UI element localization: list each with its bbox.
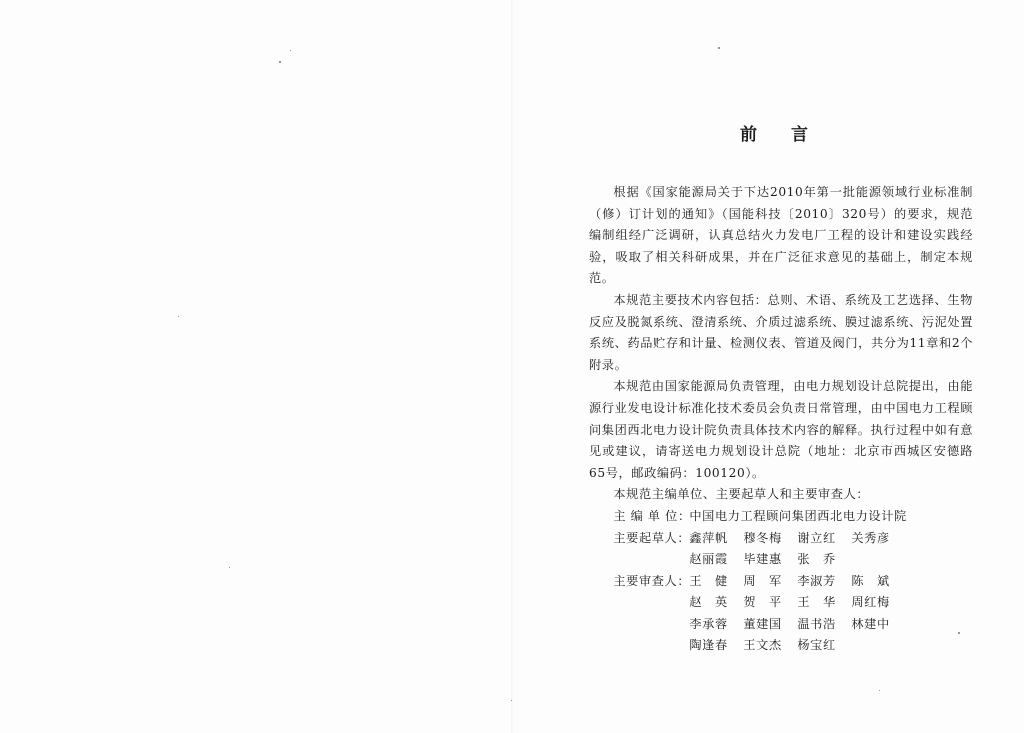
page-title <box>740 120 820 145</box>
reviewer-name: 周红梅 <box>851 595 890 610</box>
scan-speck <box>229 567 230 568</box>
reviewer-name: 王文杰 <box>743 638 782 653</box>
preface-paragraph-1: 根据《国家能源局关于下达2010年第一批能源领域行业标准制（修）订计划的通知》（国能科技〔2010〕320号）的要求，规范编制组经广泛调研，认真总结火力发电厂工程的设计和建设实践经验，吸取了相关科研成果，并在广泛征求意见的基础上，制定本规范。 <box>589 185 973 286</box>
reviewer-name: 温书浩 <box>797 616 836 631</box>
reviewer-name: 李承蓉 <box>689 616 728 631</box>
reviewers-label: 主要审查人： <box>613 573 691 588</box>
page-gutter <box>511 0 513 733</box>
drafter-name: 关秀彦 <box>851 530 890 545</box>
scan-speck <box>879 690 880 691</box>
reviewer-name: 周 军 <box>743 573 782 588</box>
chief-unit-label: 主 编 单 位： <box>613 508 691 523</box>
drafter-name: 穆冬梅 <box>743 530 782 545</box>
contributors-intro: 本规范主编单位、主要起草人和主要审查人： <box>613 487 870 502</box>
scan-speck <box>279 61 281 63</box>
preface-paragraph-3: 本规范由国家能源局负责管理，由电力规划设计总院提出，由能源行业发电设计标准化技术委员会负责日常管理，由中国电力工程顾问集团西北电力设计院负责具体技术内容的解释。执行过程中如有意见或建议，请寄送电力规划设计总院（地址：北京市西城区安德路65号，邮政编码：100120）。 <box>589 379 973 480</box>
drafter-name: 张 乔 <box>797 552 836 567</box>
reviewer-name: 杨宝红 <box>797 638 836 653</box>
reviewer-name: 李淑芳 <box>797 573 836 588</box>
drafters-label: 主要起草人： <box>613 530 691 545</box>
drafter-name: 鑫萍帆 <box>689 530 728 545</box>
reviewer-name: 贺 平 <box>743 595 782 610</box>
reviewer-name: 王 华 <box>797 595 836 610</box>
scan-speck <box>178 316 179 317</box>
reviewer-name: 董建国 <box>743 616 782 631</box>
reviewer-name: 陶逢春 <box>689 638 728 653</box>
reviewer-name: 陈 斌 <box>851 573 890 588</box>
page-title-text: 前 言 <box>740 125 808 145</box>
scan-speck <box>718 47 720 49</box>
drafter-name: 谢立红 <box>797 530 836 545</box>
scan-speck <box>290 50 291 51</box>
preface-paragraph-2: 本规范主要技术内容包括：总则、术语、系统及工艺选择、生物反应及脱氮系统、澄清系统、介质过滤系统、膜过滤系统、污泥处置系统、药品贮存和计量、检测仪表、管道及阀门，共分为11章和2个附录。 <box>589 292 973 372</box>
preface-body <box>589 182 973 657</box>
reviewer-name: 赵 英 <box>689 595 728 610</box>
reviewers-names <box>689 571 953 657</box>
drafters-row <box>613 528 973 571</box>
scan-speck <box>511 700 512 701</box>
reviewers-row <box>613 571 973 657</box>
drafter-name: 赵丽霞 <box>689 552 728 567</box>
chief-unit-value: 中国电力工程顾问集团西北电力设计院 <box>689 508 907 523</box>
reviewer-name: 林建中 <box>851 616 890 631</box>
drafter-name: 毕建惠 <box>743 552 782 567</box>
reviewer-name: 王 健 <box>689 573 728 588</box>
drafters-names <box>689 528 953 571</box>
chief-unit-row <box>613 506 973 528</box>
contributors-list <box>589 506 973 657</box>
